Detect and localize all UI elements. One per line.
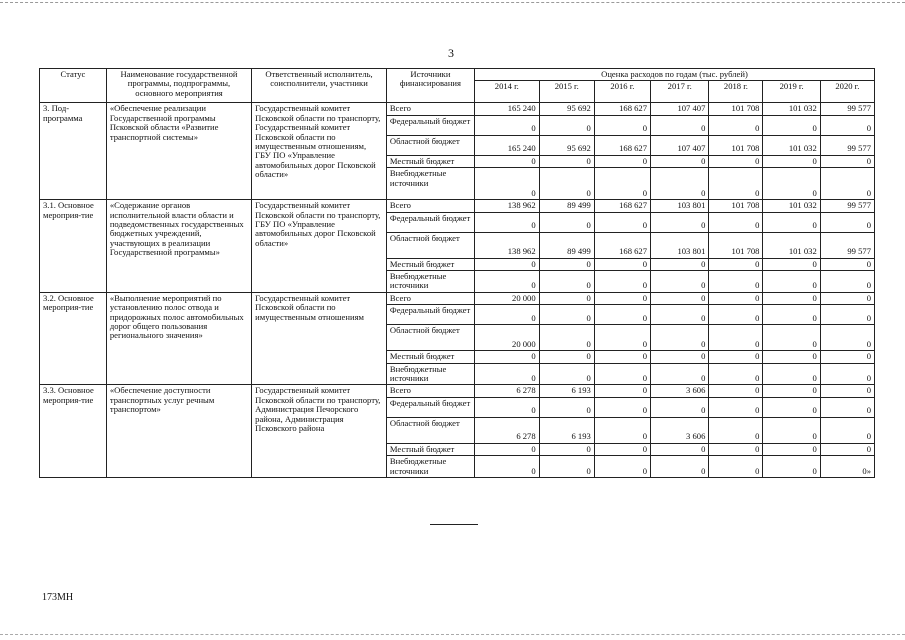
amount-cell: 0 bbox=[474, 271, 539, 293]
amount-cell: 0 bbox=[763, 351, 820, 363]
header-status: Статус bbox=[40, 69, 107, 103]
amount-cell: 6 278 bbox=[474, 385, 539, 397]
amount-cell: 20 000 bbox=[474, 325, 539, 351]
funding-source: Всего bbox=[386, 200, 474, 212]
amount-cell: 0 bbox=[651, 155, 709, 167]
funding-source: Областной бюджет bbox=[386, 417, 474, 443]
funding-source: Областной бюджет bbox=[386, 325, 474, 351]
amount-cell: 0 bbox=[474, 443, 539, 455]
amount-cell: 101 032 bbox=[763, 103, 820, 115]
amount-cell: 0 bbox=[763, 155, 820, 167]
amount-cell: 0 bbox=[763, 443, 820, 455]
block-status: 3.3. Основное мероприя-тие bbox=[40, 385, 107, 478]
funding-source: Местный бюджет bbox=[386, 155, 474, 167]
header-year: 2015 г. bbox=[539, 81, 594, 103]
amount-cell: 0 bbox=[820, 397, 874, 417]
amount-cell: 101 708 bbox=[709, 103, 763, 115]
header-sources: Источники финансирования bbox=[386, 69, 474, 103]
amount-cell: 0 bbox=[820, 351, 874, 363]
scan-top-edge bbox=[0, 2, 905, 3]
amount-cell: 0 bbox=[763, 456, 820, 478]
amount-cell: 0 bbox=[763, 305, 820, 325]
amount-cell: 138 962 bbox=[474, 232, 539, 258]
amount-cell: 99 577 bbox=[820, 232, 874, 258]
amount-cell: 0 bbox=[709, 292, 763, 304]
amount-cell: 0 bbox=[820, 325, 874, 351]
table-row bbox=[40, 200, 875, 212]
amount-cell: 0 bbox=[709, 443, 763, 455]
amount-cell: 0 bbox=[763, 115, 820, 135]
amount-cell: 6 278 bbox=[474, 417, 539, 443]
amount-cell: 0 bbox=[539, 212, 594, 232]
amount-cell: 0 bbox=[763, 325, 820, 351]
header-year: 2016 г. bbox=[594, 81, 650, 103]
block-name: «Обеспечение доступности транспортных услуг речным транспортом» bbox=[106, 385, 251, 478]
amount-cell: 0 bbox=[651, 397, 709, 417]
funding-source: Федеральный бюджет bbox=[386, 115, 474, 135]
funding-source: Местный бюджет bbox=[386, 351, 474, 363]
amount-cell: 0 bbox=[651, 115, 709, 135]
header-year: 2020 г. bbox=[820, 81, 874, 103]
amount-cell: 0 bbox=[709, 212, 763, 232]
amount-cell: 0 bbox=[709, 258, 763, 270]
amount-cell: 0 bbox=[594, 363, 650, 385]
amount-cell: 101 708 bbox=[709, 200, 763, 212]
amount-cell: 0 bbox=[474, 212, 539, 232]
amount-cell: 0 bbox=[474, 115, 539, 135]
amount-cell: 168 627 bbox=[594, 135, 650, 155]
amount-cell: 0 bbox=[820, 212, 874, 232]
amount-cell: 0 bbox=[763, 168, 820, 200]
amount-cell: 0 bbox=[820, 417, 874, 443]
block-status: 3.2. Основное мероприя-тие bbox=[40, 292, 107, 385]
amount-cell: 0 bbox=[763, 397, 820, 417]
table-row bbox=[40, 385, 875, 397]
amount-cell: 95 692 bbox=[539, 135, 594, 155]
funding-source: Всего bbox=[386, 385, 474, 397]
header-year: 2018 г. bbox=[709, 81, 763, 103]
amount-cell: 0 bbox=[709, 325, 763, 351]
amount-cell: 165 240 bbox=[474, 103, 539, 115]
amount-cell: 0 bbox=[820, 443, 874, 455]
amount-cell: 0 bbox=[820, 271, 874, 293]
amount-cell: 0 bbox=[709, 397, 763, 417]
amount-cell: 168 627 bbox=[594, 232, 650, 258]
amount-cell: 0 bbox=[539, 168, 594, 200]
amount-cell: 0 bbox=[763, 271, 820, 293]
amount-cell: 89 499 bbox=[539, 232, 594, 258]
amount-cell: 0 bbox=[594, 168, 650, 200]
amount-cell: 0 bbox=[474, 168, 539, 200]
block-status: 3.1. Основное мероприя-тие bbox=[40, 200, 107, 293]
amount-cell: 89 499 bbox=[539, 200, 594, 212]
page-number: 3 bbox=[448, 46, 454, 60]
amount-cell: 0 bbox=[820, 155, 874, 167]
header-year: 2017 г. bbox=[651, 81, 709, 103]
block-name: «Содержание органов исполнительной власти области и подведомственных государственных бюджетных учреждений, участвующих в реализации Государственной программы» bbox=[106, 200, 251, 293]
amount-cell: 0 bbox=[651, 351, 709, 363]
header-name: Наименование государственной программы, подпрограммы, основного мероприятия bbox=[106, 69, 251, 103]
amount-cell: 0 bbox=[651, 456, 709, 478]
header-estimate: Оценка расходов по годам (тыс. рублей) bbox=[474, 69, 874, 81]
amount-cell: 0 bbox=[709, 456, 763, 478]
amount-cell: 101 708 bbox=[709, 232, 763, 258]
amount-cell: 0» bbox=[820, 456, 874, 478]
amount-cell: 0 bbox=[594, 385, 650, 397]
funding-source: Федеральный бюджет bbox=[386, 212, 474, 232]
amount-cell: 0 bbox=[820, 115, 874, 135]
funding-source: Областной бюджет bbox=[386, 135, 474, 155]
amount-cell: 0 bbox=[651, 258, 709, 270]
amount-cell: 101 032 bbox=[763, 232, 820, 258]
amount-cell: 0 bbox=[474, 351, 539, 363]
funding-source: Всего bbox=[386, 103, 474, 115]
amount-cell: 101 032 bbox=[763, 135, 820, 155]
block-responsible: Государственный комитет Псковской области по транспорту, Администрация Печорского района, Администрация Псковского района bbox=[252, 385, 387, 478]
amount-cell: 0 bbox=[539, 363, 594, 385]
amount-cell: 0 bbox=[820, 305, 874, 325]
amount-cell: 0 bbox=[539, 443, 594, 455]
amount-cell: 0 bbox=[820, 258, 874, 270]
amount-cell: 0 bbox=[709, 155, 763, 167]
amount-cell: 0 bbox=[709, 417, 763, 443]
funding-source: Всего bbox=[386, 292, 474, 304]
end-rule bbox=[430, 524, 478, 525]
amount-cell: 0 bbox=[763, 258, 820, 270]
amount-cell: 20 000 bbox=[474, 292, 539, 304]
amount-cell: 0 bbox=[594, 456, 650, 478]
amount-cell: 0 bbox=[474, 456, 539, 478]
header-year: 2014 г. bbox=[474, 81, 539, 103]
table-row bbox=[40, 103, 875, 115]
amount-cell: 0 bbox=[594, 397, 650, 417]
amount-cell: 0 bbox=[539, 305, 594, 325]
amount-cell: 0 bbox=[709, 305, 763, 325]
amount-cell: 0 bbox=[651, 443, 709, 455]
amount-cell: 0 bbox=[594, 115, 650, 135]
amount-cell: 0 bbox=[594, 305, 650, 325]
amount-cell: 0 bbox=[594, 212, 650, 232]
amount-cell: 0 bbox=[594, 351, 650, 363]
amount-cell: 0 bbox=[539, 271, 594, 293]
amount-cell: 0 bbox=[651, 305, 709, 325]
amount-cell: 168 627 bbox=[594, 103, 650, 115]
expenditure-table bbox=[39, 68, 875, 478]
block-name: «Обеспечение реализации Государственной программы Псковской области «Развитие транспортной системы» bbox=[106, 103, 251, 200]
header-year: 2019 г. bbox=[763, 81, 820, 103]
amount-cell: 0 bbox=[820, 292, 874, 304]
amount-cell: 99 577 bbox=[820, 135, 874, 155]
amount-cell: 0 bbox=[539, 292, 594, 304]
amount-cell: 6 193 bbox=[539, 417, 594, 443]
amount-cell: 165 240 bbox=[474, 135, 539, 155]
amount-cell: 101 708 bbox=[709, 135, 763, 155]
funding-source: Внебюджетные источники bbox=[386, 168, 474, 200]
amount-cell: 0 bbox=[594, 292, 650, 304]
amount-cell: 0 bbox=[474, 155, 539, 167]
amount-cell: 0 bbox=[474, 397, 539, 417]
table-body bbox=[40, 103, 875, 478]
amount-cell: 0 bbox=[594, 443, 650, 455]
amount-cell: 0 bbox=[539, 258, 594, 270]
amount-cell: 0 bbox=[594, 417, 650, 443]
amount-cell: 0 bbox=[539, 397, 594, 417]
amount-cell: 6 193 bbox=[539, 385, 594, 397]
amount-cell: 0 bbox=[651, 292, 709, 304]
amount-cell: 107 407 bbox=[651, 135, 709, 155]
amount-cell: 0 bbox=[763, 292, 820, 304]
funding-source: Областной бюджет bbox=[386, 232, 474, 258]
amount-cell: 0 bbox=[594, 155, 650, 167]
amount-cell: 0 bbox=[709, 115, 763, 135]
scan-bottom-edge bbox=[0, 634, 905, 635]
funding-source: Федеральный бюджет bbox=[386, 305, 474, 325]
amount-cell: 168 627 bbox=[594, 200, 650, 212]
block-name: «Выполнение мероприятий по установлению полос отвода и придорожных полос автомобильных дорог общего пользования регионального значения» bbox=[106, 292, 251, 385]
amount-cell: 0 bbox=[763, 385, 820, 397]
amount-cell: 0 bbox=[651, 212, 709, 232]
header-responsible: Ответственный исполнитель, соисполнители, участники bbox=[252, 69, 387, 103]
amount-cell: 0 bbox=[763, 363, 820, 385]
amount-cell: 3 606 bbox=[651, 417, 709, 443]
amount-cell: 0 bbox=[651, 271, 709, 293]
funding-source: Внебюджетные источники bbox=[386, 271, 474, 293]
block-responsible: Государственный комитет Псковской области по транспорту, Государственный комитет Псковской области по имущественным отношениям, ГБУ ПО «Управление автомобильных дорог Псковской области» bbox=[252, 103, 387, 200]
funding-source: Местный бюджет bbox=[386, 258, 474, 270]
amount-cell: 0 bbox=[763, 417, 820, 443]
amount-cell: 0 bbox=[651, 168, 709, 200]
amount-cell: 103 801 bbox=[651, 200, 709, 212]
amount-cell: 0 bbox=[820, 168, 874, 200]
funding-source: Внебюджетные источники bbox=[386, 456, 474, 478]
amount-cell: 0 bbox=[539, 351, 594, 363]
amount-cell: 99 577 bbox=[820, 103, 874, 115]
block-responsible: Государственный комитет Псковской области по транспорту, ГБУ ПО «Управление автомобильных дорог Псковской области» bbox=[252, 200, 387, 293]
funding-source: Внебюджетные источники bbox=[386, 363, 474, 385]
amount-cell: 0 bbox=[539, 456, 594, 478]
block-responsible: Государственный комитет Псковской области по имущественным отношениям bbox=[252, 292, 387, 385]
block-status: 3. Под-программа bbox=[40, 103, 107, 200]
amount-cell: 0 bbox=[709, 351, 763, 363]
amount-cell: 0 bbox=[594, 258, 650, 270]
amount-cell: 0 bbox=[651, 363, 709, 385]
amount-cell: 0 bbox=[474, 363, 539, 385]
amount-cell: 0 bbox=[709, 385, 763, 397]
amount-cell: 3 606 bbox=[651, 385, 709, 397]
amount-cell: 0 bbox=[820, 385, 874, 397]
amount-cell: 0 bbox=[539, 155, 594, 167]
amount-cell: 138 962 bbox=[474, 200, 539, 212]
amount-cell: 0 bbox=[763, 212, 820, 232]
table-row bbox=[40, 292, 875, 304]
amount-cell: 107 407 bbox=[651, 103, 709, 115]
amount-cell: 0 bbox=[474, 305, 539, 325]
amount-cell: 0 bbox=[594, 325, 650, 351]
amount-cell: 0 bbox=[820, 363, 874, 385]
amount-cell: 0 bbox=[709, 168, 763, 200]
funding-source: Местный бюджет bbox=[386, 443, 474, 455]
amount-cell: 0 bbox=[474, 258, 539, 270]
funding-source: Федеральный бюджет bbox=[386, 397, 474, 417]
amount-cell: 0 bbox=[594, 271, 650, 293]
amount-cell: 103 801 bbox=[651, 232, 709, 258]
amount-cell: 95 692 bbox=[539, 103, 594, 115]
amount-cell: 0 bbox=[651, 325, 709, 351]
footer-code: 173МН bbox=[42, 592, 74, 603]
amount-cell: 0 bbox=[539, 325, 594, 351]
amount-cell: 0 bbox=[709, 363, 763, 385]
amount-cell: 99 577 bbox=[820, 200, 874, 212]
amount-cell: 101 032 bbox=[763, 200, 820, 212]
amount-cell: 0 bbox=[539, 115, 594, 135]
amount-cell: 0 bbox=[709, 271, 763, 293]
